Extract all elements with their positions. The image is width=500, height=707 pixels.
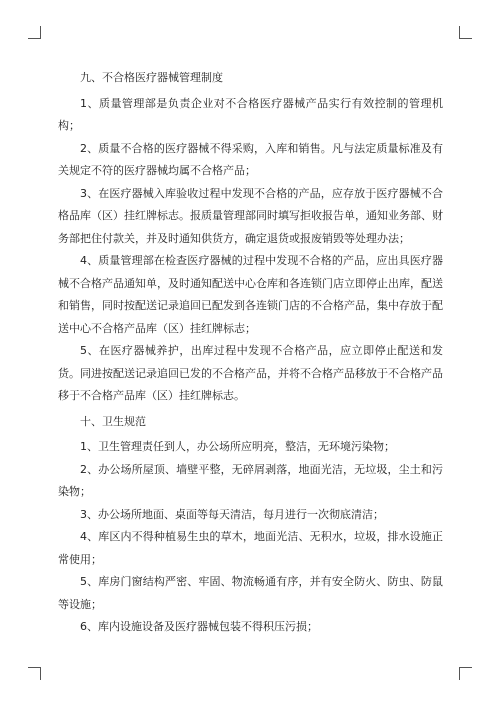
section9-item-4: 4、质量管理部在检查医疗器械的过程中发现不合格的产品，应出具医疗器械不合格产品通知单，及时通知配送中心仓库和各连锁门店立即停止出库，配送和销售，同时按配送记录追回已配发到各连锁门店的不合格产品，集中存放于配送中心不合格产品库（区）挂红牌标志； <box>58 254 443 335</box>
section10-item-4: 4、库区内不得种植易生虫的草木，地面光洁、无积水，垃圾，排水设施正常使用； <box>58 530 443 566</box>
crop-mark-top-left <box>28 26 41 39</box>
crop-mark-bottom-left <box>28 667 41 680</box>
section9-item-5: 5、在医疗器械养护，出库过程中发现不合格产品，应立即停止配送和发货。同进按配送记录追回已发的不合格产品，并将不合格产品移放于不合格产品移于不合格产品库（区）挂红牌标志。 <box>58 344 443 402</box>
crop-mark-top-right <box>459 26 472 39</box>
section10-item-1: 1、卫生管理责任到人，办公场所应明亮，整洁，无环境污染物； <box>80 440 395 453</box>
section10-item-2: 2、办公场所屋顶、墙壁平整，无碎屑剥落，地面光洁，无垃圾，尘土和污染物； <box>58 462 443 498</box>
section10-item-5: 5、库房门窗结构严密、牢固、物流畅通有序，并有安全防火、防虫、防鼠等设施； <box>58 575 443 611</box>
section-heading-hygiene: 十、卫生规范 <box>80 414 146 428</box>
crop-mark-bottom-right <box>459 667 472 680</box>
section-heading-nonconforming-devices: 九、不合格医疗器械管理制度 <box>80 71 223 84</box>
document-body <box>58 67 443 639</box>
section9-item-2: 2、质量不合格的医疗器械不得采购，入库和销售。凡与法定质量标准及有关规定不符的医疗器械均属不合格产品； <box>58 141 443 177</box>
section10-item-6: 6、库内设施设备及医疗器械包装不得积压污损； <box>80 620 318 633</box>
section10-item-3: 3、办公场所地面、桌面等每天清洁，每月进行一次彻底清洁； <box>80 507 384 521</box>
section9-item-3: 3、在医疗器械入库验收过程中发现不合格的产品，应存放于医疗器械不合格品库（区）挂红牌标志。报质量管理部同时填写拒收报告单，通知业务部、财务部把住付款关，并及时通知供货方，确定退货或报废销毁等处理办法； <box>58 186 443 245</box>
section9-item-1: 1、质量管理部是负责企业对不合格医疗器械产品实行有效控制的管理机构； <box>58 96 443 132</box>
